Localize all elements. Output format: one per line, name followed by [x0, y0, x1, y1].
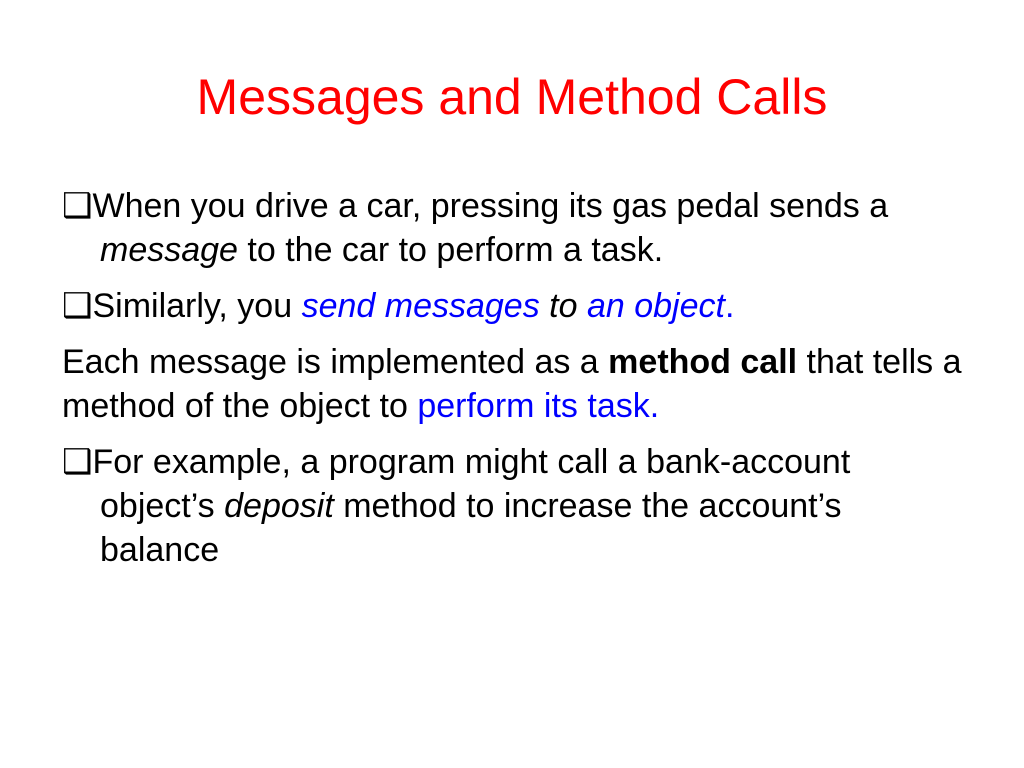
checkbox-bullet-icon: ❑ — [62, 287, 93, 325]
bullet-item-similarly — [62, 284, 962, 328]
checkbox-bullet-icon: ❑ — [62, 187, 93, 225]
slide-title: Messages and Method Calls — [196, 69, 828, 125]
emphasis-deposit: deposit — [224, 487, 334, 525]
bullet-text-end: . — [724, 287, 735, 325]
bullet-text: For example, a program might call a bank-account object’s — [92, 443, 851, 525]
bullet-item-drive-car — [62, 184, 962, 272]
highlight-send-messages: send messages — [301, 287, 540, 325]
paragraph-text: Each message is implemented as a — [62, 343, 609, 381]
paragraph-method-call — [62, 340, 962, 428]
bullet-text: Similarly, you — [92, 287, 302, 325]
highlight-perform-task: perform its task. — [417, 387, 660, 425]
highlight-an-object: an object — [586, 287, 725, 325]
bullet-item-example — [62, 440, 962, 572]
paragraph-text-middle: that tells a method of the object to — [62, 343, 962, 425]
bullet-text-end: to the car to perform a task. — [237, 231, 664, 269]
emphasis-message: message — [100, 231, 238, 269]
bullet-text-end: method to increase the account’s balance — [100, 487, 842, 569]
slide-body — [62, 184, 962, 584]
bullet-text: When you drive a car, pressing its gas pedal sends a — [92, 187, 889, 225]
bold-method-call: method call — [608, 343, 798, 381]
italic-to: to — [539, 287, 587, 325]
checkbox-bullet-icon: ❑ — [62, 443, 93, 481]
